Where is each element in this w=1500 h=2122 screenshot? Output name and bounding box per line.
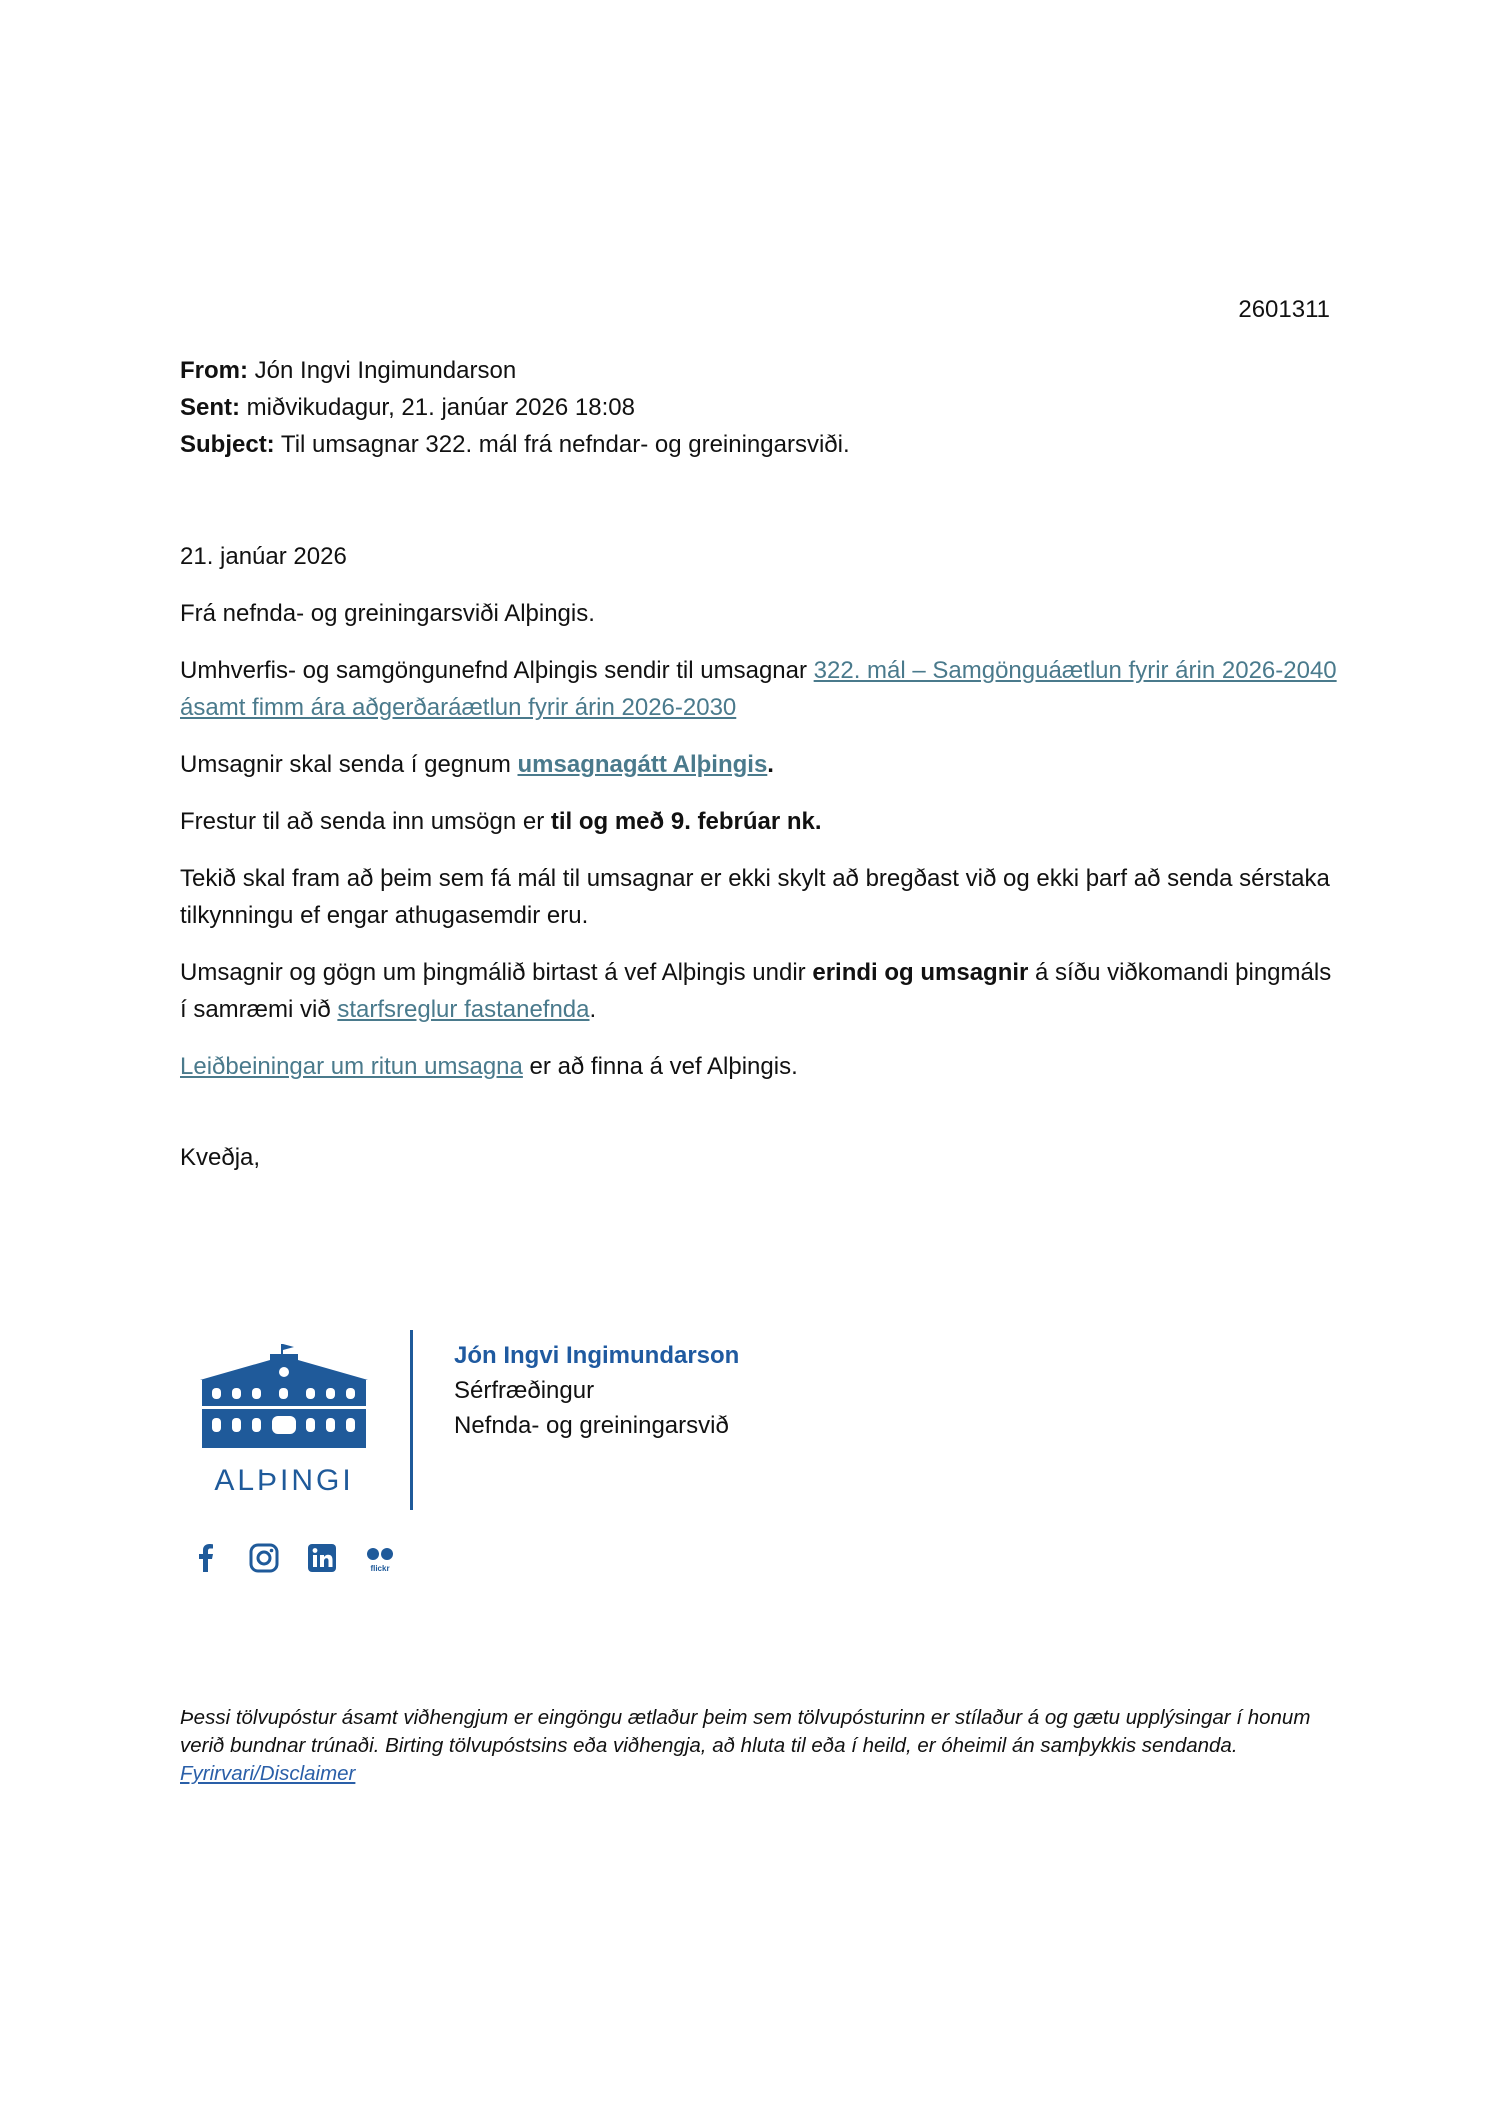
closing: Kveðja, [180, 1144, 261, 1171]
paragraph-request [180, 652, 1340, 726]
instagram-icon[interactable] [248, 1542, 280, 1574]
case-322-link[interactable]: 322. mál – Samgönguáætlun fyrir árin 2026-2040 ásamt fimm ára aðgerðaráætlun fyrir árin 2026-2030 [180, 657, 1337, 721]
from-line [180, 352, 850, 389]
signature-title: Sérfræðingur [454, 1377, 595, 1404]
sent-value: miðvikudagur, 21. janúar 2026 18:08 [246, 394, 635, 421]
signature-name: Jón Ingvi Ingimundarson [454, 1342, 740, 1369]
flickr-icon[interactable] [364, 1542, 396, 1574]
paragraph-note: Tekið skal fram að þeim sem fá mál til umsagnar er ekki skylt að bregðast við og ekki þarf að senda sérstaka tilkynningu ef engar athugasemdir eru. [180, 865, 1330, 929]
p5-text: Umsagnir og gögn um þingmálið birtast á vef Alþingis undir [180, 959, 813, 986]
signature-divider [410, 1330, 413, 1510]
p3-text: Frestur til að senda inn umsögn er [180, 808, 551, 835]
logo-text: ALÞINGI [214, 1464, 354, 1497]
subject-line [180, 426, 850, 463]
body-date: 21. janúar 2026 [180, 543, 347, 570]
paragraph-portal [180, 746, 1340, 783]
paragraph-publication [180, 954, 1340, 1028]
p6-text: er að finna á vef Alþingis. [522, 1053, 798, 1080]
deadline-date: til og með 9. febrúar nk. [550, 808, 822, 835]
p2-text: Umsagnir skal senda í gegnum [180, 751, 518, 778]
p2-period: . [767, 751, 774, 778]
sent-line [180, 389, 850, 426]
committee-rules-link[interactable]: starfsreglur fastanefnda [337, 996, 590, 1023]
parliament-building-icon [198, 1340, 370, 1500]
linkedin-icon[interactable] [306, 1542, 338, 1574]
from-value: Jón Ingvi Ingimundarson [254, 357, 517, 384]
body-from-line: Frá nefnda- og greiningarsviði Alþingis. [180, 600, 595, 627]
social-icons [190, 1542, 396, 1574]
disclaimer-text: Þessi tölvupóstur ásamt viðhengjum er eingöngu ætlaður þeim sem tölvupósturinn er stílaður á og gætu upplýsingar í honum verið bundnar trúnaði. Birting tölvupóstsins eða viðhengja, að hluta til eða í heild, er óheimil án samþykkis sendanda. [180, 1706, 1311, 1757]
disclaimer-link[interactable]: Fyrirvari/Disclaimer [180, 1762, 356, 1785]
signature-block [454, 1338, 739, 1443]
sent-label: Sent: [180, 394, 240, 421]
from-label: From: [180, 357, 248, 384]
signature-department: Nefnda- og greiningarsvið [454, 1412, 729, 1439]
subject-value: Til umsagnar 322. mál frá nefndar- og greiningarsviði. [280, 431, 850, 458]
submission-portal-link[interactable]: umsagnagátt Alþingis [517, 751, 768, 778]
paragraph-deadline [180, 803, 1340, 840]
svg-text:flickr: flickr [370, 1564, 390, 1573]
althingi-logo [198, 1340, 370, 1500]
email-header [180, 352, 850, 463]
facebook-icon[interactable] [190, 1542, 222, 1574]
p5-text2: á síðu viðkomandi þingmáls í samræmi við [180, 959, 1332, 1023]
p5-period: . [589, 996, 597, 1023]
disclaimer [180, 1704, 1340, 1788]
p5-bold: erindi og umsagnir [812, 959, 1029, 986]
paragraph-guidelines [180, 1048, 1340, 1085]
reference-number: 2601311 [1238, 296, 1330, 323]
guidelines-link[interactable]: Leiðbeiningar um ritun umsagna [180, 1053, 523, 1080]
p1-text: Umhverfis- og samgöngunefnd Alþingis sendir til umsagnar [180, 657, 814, 684]
email-body [180, 538, 1340, 1105]
subject-label: Subject: [180, 431, 275, 458]
